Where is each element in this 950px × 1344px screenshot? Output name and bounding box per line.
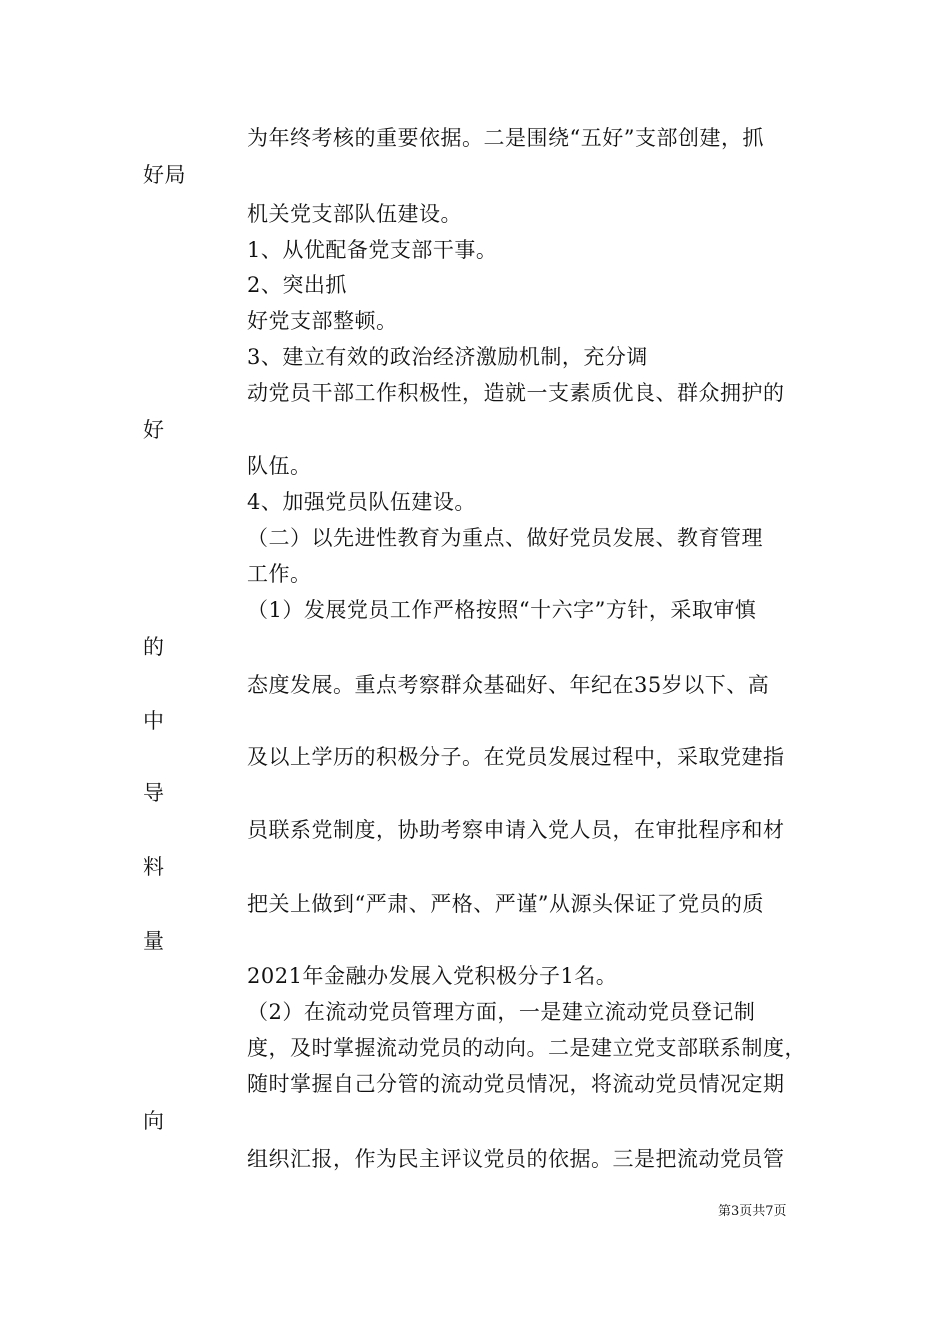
text-line: 及以上学历的积极分子。在党员发展过程中，采取党建指 bbox=[247, 745, 785, 769]
text-line: 组织汇报，作为民主评议党员的依据。三是把流动党员管 bbox=[247, 1147, 785, 1171]
text-line: 为年终考核的重要依据。二是围绕“五好”支部创建，抓 bbox=[247, 126, 764, 150]
text-line: 机关党支部队伍建设。 bbox=[247, 202, 462, 226]
text-line: 2021年金融办发展入党积极分子1名。 bbox=[247, 964, 618, 988]
text-line: 随时掌握自己分管的流动党员情况，将流动党员情况定期 bbox=[247, 1072, 785, 1096]
text-line: 员联系党制度，协助考察申请入党人员，在审批程序和材 bbox=[247, 818, 785, 842]
text-line: 中 bbox=[143, 709, 165, 733]
text-line: （2）在流动党员管理方面，一是建立流动党员登记制 bbox=[247, 1000, 756, 1024]
text-line: 3、建立有效的政治经济激励机制，充分调 bbox=[247, 345, 648, 369]
text-line: 的 bbox=[143, 635, 165, 659]
text-line: 料 bbox=[143, 855, 165, 879]
text-line: 队伍。 bbox=[247, 454, 312, 478]
text-line: 度，及时掌握流动党员的动向。二是建立党支部联系制度， bbox=[247, 1036, 806, 1060]
text-line: （1）发展党员工作严格按照“十六字”方针，采取审慎 bbox=[247, 598, 757, 622]
text-line: 1、从优配备党支部干事。 bbox=[247, 238, 498, 262]
text-line: 量 bbox=[143, 929, 165, 953]
text-line: 态度发展。重点考察群众基础好、年纪在35岁以下、高 bbox=[247, 673, 770, 697]
text-line: 导 bbox=[143, 781, 165, 805]
text-line: 2、突出抓 bbox=[247, 273, 347, 297]
text-line: 向 bbox=[143, 1109, 165, 1133]
page-number: 第3页共7页 bbox=[718, 1204, 787, 1219]
text-line: 好 bbox=[143, 418, 165, 442]
text-line: 动党员干部工作积极性，造就一支素质优良、群众拥护的 bbox=[247, 381, 785, 405]
text-line: 工作。 bbox=[247, 562, 312, 586]
text-line: 4、加强党员队伍建设。 bbox=[247, 490, 476, 514]
text-line: 把关上做到“严肃、严格、严谨”从源头保证了党员的质 bbox=[247, 892, 764, 916]
text-line: 好局 bbox=[143, 163, 186, 187]
text-line: 好党支部整顿。 bbox=[247, 309, 398, 333]
text-line: （二）以先进性教育为重点、做好党员发展、教育管理 bbox=[247, 526, 763, 550]
